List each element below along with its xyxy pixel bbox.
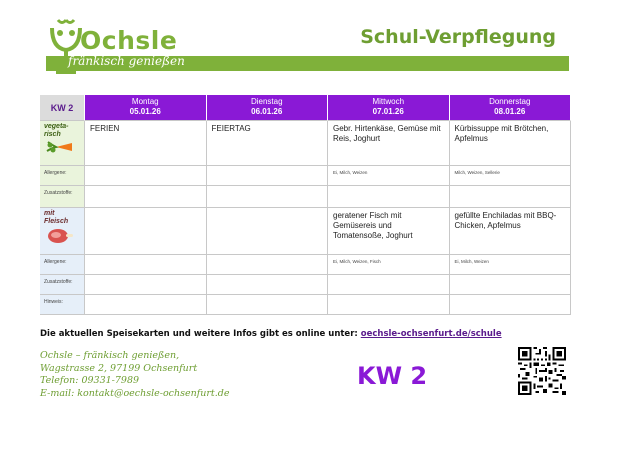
contact-block: [40, 350, 229, 400]
allergens-cell: Ei, Milch, Weizen: [328, 166, 450, 186]
allergens-cell: Ei, Milch, Weizen, Fisch: [328, 255, 450, 275]
allergens-cell: [85, 255, 207, 275]
additives-cell: [85, 186, 207, 208]
note-row: [40, 295, 571, 315]
day-date: 08.01.26: [494, 107, 526, 116]
week-label: KW 2: [40, 95, 85, 121]
contact-phone: Telefon: 09331-7989: [40, 375, 140, 386]
additives-cell: [85, 275, 207, 295]
page-title: Schul-Verpflegung: [360, 26, 556, 48]
menu-table: [40, 95, 571, 315]
allergens-cell: Milch, Weizen, Sellerie: [450, 166, 572, 186]
meal-cell: [85, 208, 207, 255]
table-header-row: [40, 95, 571, 121]
meat-allergens-row: [40, 255, 571, 275]
note-cell: [85, 295, 207, 315]
allergens-cell: Ei, Milch, Weizen: [450, 255, 572, 275]
note-cell: [207, 295, 329, 315]
vegetarian-category: [40, 121, 85, 166]
vegetarian-additives-row: [40, 186, 571, 208]
additives-cell: [207, 275, 329, 295]
additives-label: Zusatzstoffe:: [40, 275, 85, 295]
day-name: Mittwoch: [372, 97, 405, 106]
qr-code-icon[interactable]: [518, 347, 566, 395]
online-info-line: [40, 329, 502, 339]
allergens-cell: [207, 166, 329, 186]
carrot-icon: [44, 139, 74, 155]
additives-cell: [207, 186, 329, 208]
allergens-cell: [207, 255, 329, 275]
meal-cell: gefüllte Enchiladas mit BBQ-Chicken, Apfelmus: [450, 208, 572, 255]
additives-cell: [328, 275, 450, 295]
brand-tagline: fränkisch genießen: [68, 54, 185, 68]
meal-cell: FERIEN: [85, 121, 207, 166]
category-label-line2: risch: [44, 131, 61, 138]
additives-cell: [450, 275, 572, 295]
additives-label: Zusatzstoffe:: [40, 186, 85, 208]
day-name: Donnerstag: [489, 97, 531, 106]
allergens-label: Allergene:: [40, 255, 85, 275]
vegetarian-allergens-row: [40, 166, 571, 186]
contact-line: Ochsle – fränkisch genießen,: [40, 350, 180, 361]
meal-cell: FEIERTAG: [207, 121, 329, 166]
meal-cell: [207, 208, 329, 255]
day-date: 05.01.26: [129, 107, 161, 116]
meal-cell: Kürbissuppe mit Brötchen, Apfelmus: [450, 121, 572, 166]
day-header-monday: [85, 95, 207, 121]
note-cell: [328, 295, 450, 315]
category-label-line1: vegeta-: [44, 123, 69, 130]
meal-cell: Gebr. Hirtenkäse, Gemüse mit Reis, Joghurt: [328, 121, 450, 166]
vegetarian-meal-row: [40, 121, 571, 166]
allergens-label: Allergene:: [40, 166, 85, 186]
category-label-line1: mit: [44, 210, 55, 217]
online-info-text: Die aktuellen Speisekarten und weitere Infos gibt es online unter:: [40, 329, 361, 339]
meal-cell: geratener Fisch mit Gemüsereis und Tomatensoße, Joghurt: [328, 208, 450, 255]
meat-meal-row: [40, 208, 571, 255]
day-date: 07.01.26: [372, 107, 404, 116]
additives-cell: [328, 186, 450, 208]
ham-icon: [44, 226, 74, 244]
day-name: Montag: [131, 97, 159, 106]
day-name: Dienstag: [250, 97, 283, 106]
contact-address: Wagstrasse 2, 97199 Ochsenfurt: [40, 362, 198, 374]
allergens-cell: [85, 166, 207, 186]
meat-additives-row: [40, 275, 571, 295]
day-header-tuesday: [207, 95, 329, 121]
additives-cell: [450, 186, 572, 208]
brand-name: Ochsle: [80, 26, 178, 55]
day-header-wednesday: [328, 95, 450, 121]
day-header-thursday: [450, 95, 572, 121]
day-date: 06.01.26: [251, 107, 283, 116]
note-cell: [450, 295, 572, 315]
note-label: Hinweis:: [40, 295, 85, 315]
meat-category: [40, 208, 85, 255]
week-number-large: KW 2: [357, 362, 428, 390]
contact-email[interactable]: E-mail: kontakt@oechsle-ochsenfurt.de: [40, 387, 230, 399]
category-label-line2: Fleisch: [44, 218, 69, 225]
website-link[interactable]: oechsle-ochsenfurt.de/schule: [360, 329, 502, 339]
